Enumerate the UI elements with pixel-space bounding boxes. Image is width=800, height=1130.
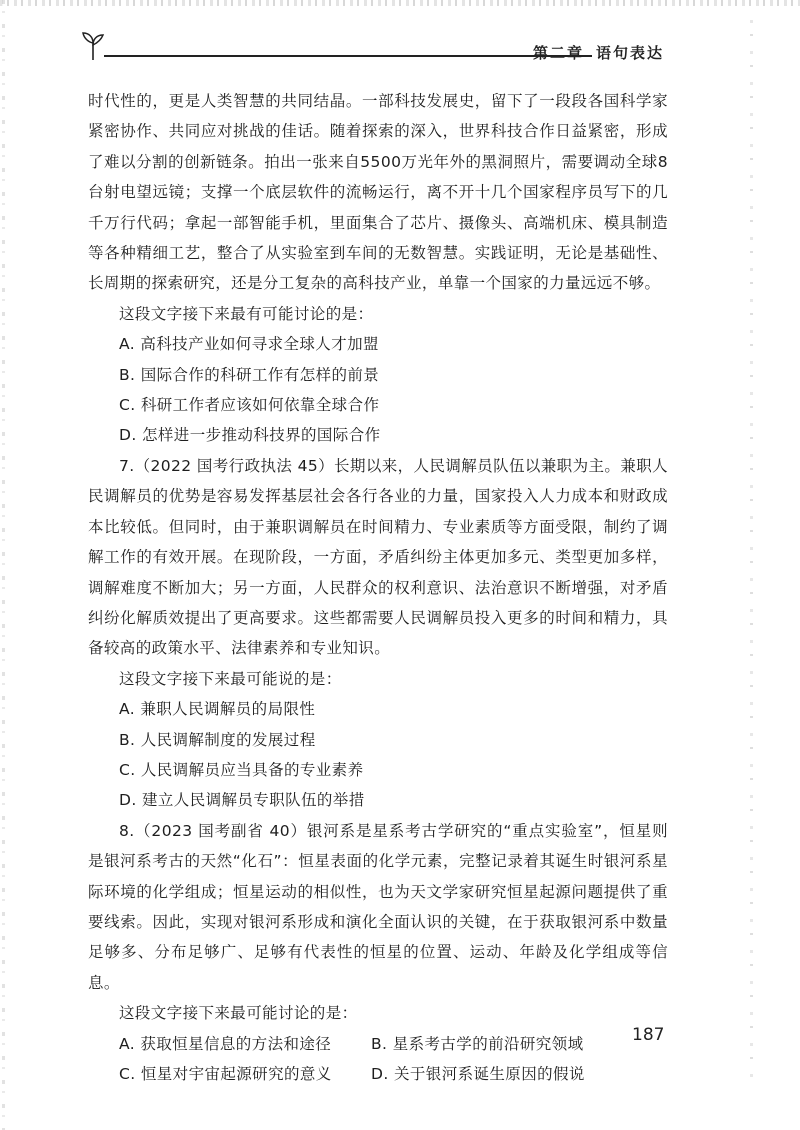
page-content — [88, 86, 668, 1089]
scan-border-left — [2, 0, 5, 1130]
chapter-title: 语句表达 — [595, 44, 664, 62]
q6-option-b: B. 国际合作的科研工作有怎样的前景 — [119, 365, 380, 384]
chapter-number: 第二章 — [532, 44, 584, 62]
sprout-icon — [78, 30, 108, 64]
q7-stem: 7.（2022 国考行政执法 45）长期以来，人民调解员队伍以兼职为主。兼职人民调解员的优势是容易发挥基层社会各行各业的力量，国家投入人力成本和财政成本比较低。但同时，由于兼职调解员在时间精力、专业素质等方面受限，制约了调解工作的有效开展。在现阶段，一方面，矛盾纠纷主体更加多元、类型更加多样，调解难度不断加大；另一方面，人民群众的权利意识、法治意识不断增强，对矛盾纠纷化解质效提出了更高要求。这些都需要人民调解员投入更多的时间和精力，具备较高的政策水平、法律素养和专业知识。 — [88, 456, 668, 658]
page-number: 187 — [632, 1025, 665, 1045]
q7-option-c: C. 人民调解员应当具备的专业素养 — [119, 760, 364, 779]
passage-continued: 时代性的，更是人类智慧的共同结晶。一部科技发展史，留下了一段段各国科学家紧密协作、共同应对挑战的佳话。随着探索的深入，世界科技合作日益紧密，形成了难以分割的创新链条。拍出一张来自5500万光年外的黑洞照片，需要调动全球8台射电望远镜；支撑一个底层软件的流畅运行，离不开十几个国家程序员写下的几千万行代码；拿起一部智能手机，里面集合了芯片、摄像头、高端机床、模具制造等各种精细工艺，整合了从实验室到车间的无数智慧。实践证明，无论是基础性、长周期的探索研究，还是分工复杂的高科技产业，单靠一个国家的力量远远不够。 — [88, 92, 668, 293]
q6-option-a: A. 高科技产业如何寻求全球人才加盟 — [119, 335, 379, 354]
scan-border-right — [750, 20, 753, 1080]
chapter-heading — [533, 42, 664, 63]
q8-option-b: B. 星系考古学的前沿研究领域 — [371, 1034, 584, 1053]
q8-option-a: A. 获取恒星信息的方法和途径 — [119, 1034, 332, 1053]
q6-option-d: D. 怎样进一步推动科技界的国际合作 — [119, 426, 381, 445]
q7-option-d: D. 建立人民调解员专职队伍的举措 — [119, 791, 365, 810]
q7-option-b: B. 人民调解制度的发展过程 — [119, 730, 316, 749]
q8-options-row-2 — [88, 1059, 668, 1089]
q8-option-c: C. 恒星对宇宙起源研究的意义 — [119, 1065, 332, 1083]
q8-options-row-1 — [88, 1029, 668, 1059]
q8-prompt: 这段文字接下来最可能讨论的是： — [119, 1004, 358, 1023]
q6-prompt: 这段文字接下来最有可能讨论的是： — [119, 304, 374, 323]
q7-prompt: 这段文字接下来最可能说的是： — [119, 669, 342, 688]
q7-option-a: A. 兼职人民调解员的局限性 — [119, 700, 316, 719]
q8-option-d: D. 关于银河系诞生原因的假说 — [371, 1065, 585, 1083]
header-rule — [104, 55, 592, 57]
page-header — [78, 30, 682, 64]
scan-border-top — [0, 0, 800, 6]
q8-stem: 8.（2023 国考副省 40）银河系是星系考古学研究的“重点实验室”，恒星则是银河系考古的天然“化石”：恒星表面的化学元素，完整记录着其诞生时银河系星际环境的化学组成；恒星运动的相似性，也为天文学家研究恒星起源问题提供了重要线索。因此，实现对银河系形成和演化全面认识的关键，在于获取银河系中数量足够多、分布足够广、足够有代表性的恒星的位置、运动、年龄及化学组成等信息。 — [88, 821, 668, 992]
q6-option-c: C. 科研工作者应该如何依靠全球合作 — [119, 396, 380, 415]
